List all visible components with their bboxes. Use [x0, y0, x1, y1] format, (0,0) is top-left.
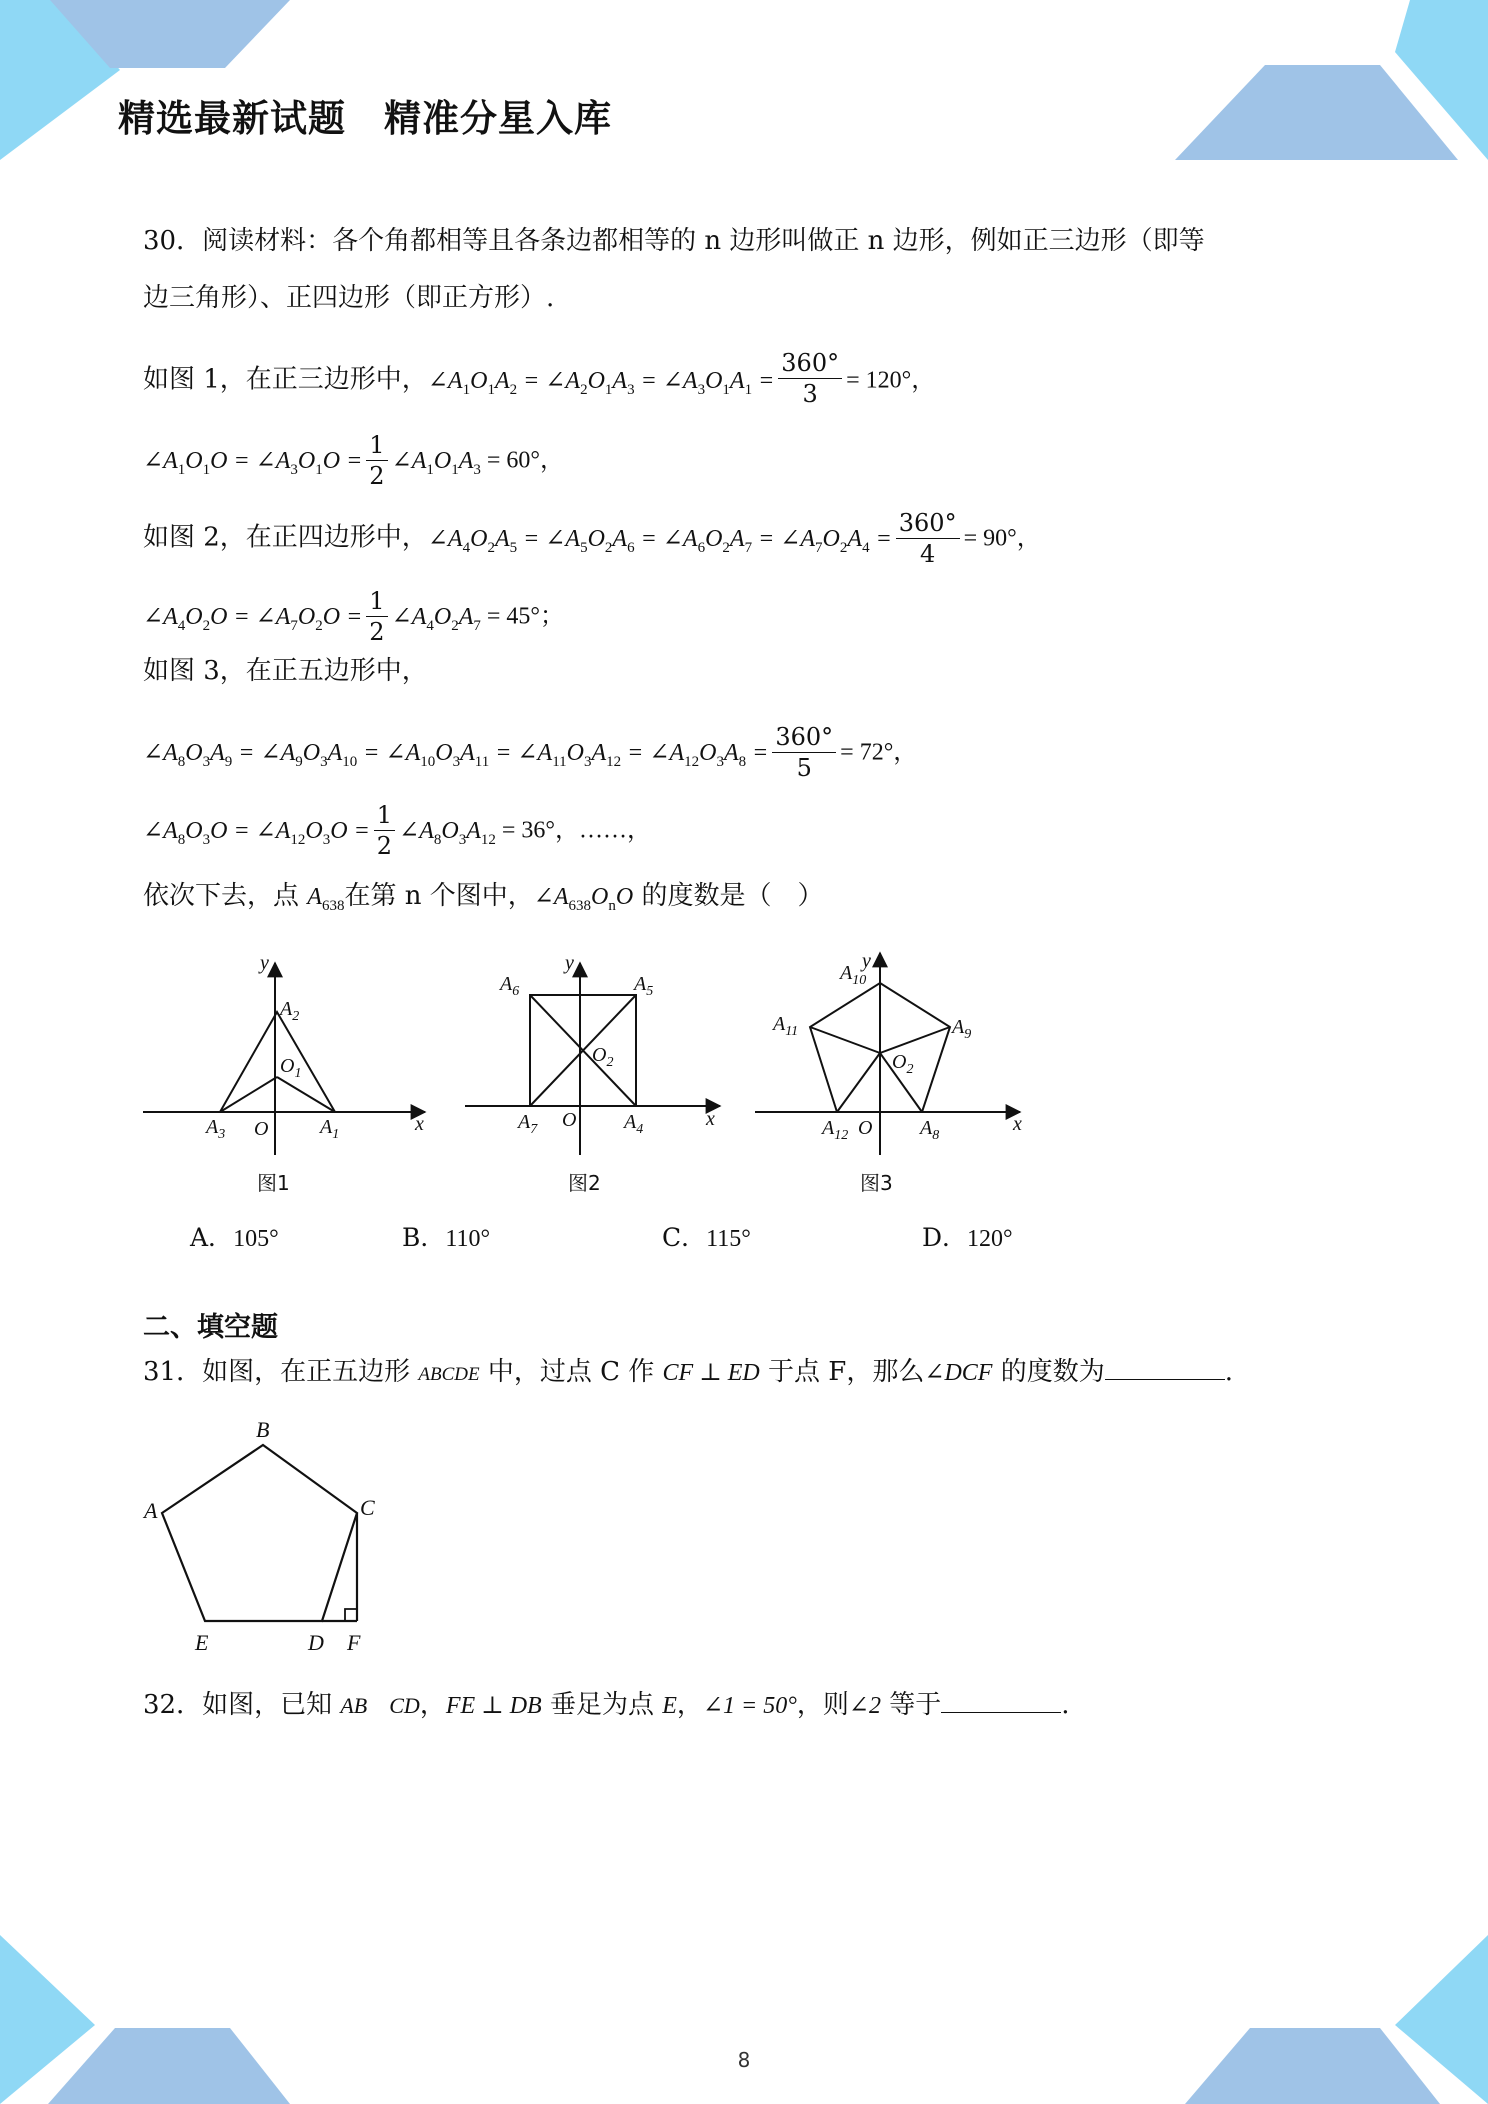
option-d[interactable]: D．120° — [922, 1223, 1013, 1252]
fig1-lead: 如图 1，在正三边形中， — [143, 364, 428, 395]
fig2-lead: 如图 2，在正四边形中， — [143, 522, 428, 553]
page-number: 8 — [737, 2048, 751, 2072]
svg-text:O: O — [562, 1109, 577, 1131]
svg-text:F: F — [347, 1630, 361, 1655]
result-72: = 72°， — [840, 739, 918, 766]
answer-blank[interactable] — [941, 1688, 1061, 1713]
q30-intro-line1: 30．阅读材料：各个角都相等且各条边都相等的 n 边形叫做正 n 边形，例如正三边形（即等 — [143, 226, 1205, 256]
svg-text:A10: $A_{10}$ — [840, 962, 867, 988]
fraction-numerator: 360° — [778, 348, 842, 379]
svg-text:y: y — [862, 950, 871, 972]
fig2-caption: 图2 — [568, 1171, 601, 1195]
q30-figures — [140, 945, 1040, 1205]
q30-intro-line2: 边三角形）、正四边形（即正方形）. — [143, 283, 555, 313]
q30-fig1-half-formula: $\angle A_1O_1O$ = $\angle A_3O_1O$ = $\frac{1}{2}$ $\angle A_1O_1A_3 = 60^\circ$， — [143, 431, 565, 490]
deco-trapezoid-right — [1175, 65, 1458, 160]
svg-text:A11: $A_{11}$ — [773, 1013, 799, 1039]
svg-text:A3: $A_3$ — [206, 1116, 226, 1142]
q31-text: 31．如图，在正五边形 ABCDE 中，过点 C 作 CF ⊥ ED 于点 F，那么∠DCF 的度数为 . — [143, 1357, 1233, 1387]
svg-text:A7: $A_7$ — [518, 1111, 538, 1137]
half-denominator: 2 — [376, 832, 393, 860]
svg-text:O: O — [254, 1118, 269, 1140]
q30-question: 依次下去，点 $A_{638}$在第 n 个图中，$\angle A_{638}O_nO$ 的度数是（ ） — [143, 881, 824, 914]
svg-text:x: x — [1013, 1113, 1022, 1135]
q30-fig3-formula: $\angle A_8O_3A_9$ = $\angle A_9O_3A_{10}$ = $\angle A_{10}O_3A_{11}$ = $\angle A_{11}O_3A_{12}$ = $\angle A_{12}O_3A_8$ = $\frac{360^\circ}{5}$ = 72°， — [143, 723, 918, 782]
q30-fig2-formula: 如图 2，在正四边形中，$\angle A_4O_2A_5$ = $\angle A_5O_2A_6$ = $\angle A_6O_2A_7$ = $\angle A_7O_2A_4$ = $\frac{360^\circ}{4}$ = 90°， — [143, 509, 1041, 568]
result-120: = 120°， — [846, 367, 936, 394]
q32-text: 32．如图，已知 AB CD，FE ⊥ DB 垂足为点 E，∠1 = 50°，则∠2 等于 . — [143, 1690, 1070, 1720]
q30-fig2-half-formula: $\angle A_4O_2O$ = $\angle A_7O_2O$ = $\frac{1}{2}$ $\angle A_4O_2A_7 = 45^\circ$； — [143, 587, 565, 646]
q30-fig3-half-formula: $\angle A_8O_3O$ = $\angle A_{12}O_3O$ = $\frac{1}{2}$ $\angle A_8O_3A_{12} = 36^\circ$，……， — [143, 801, 652, 860]
svg-text:y: y — [565, 952, 574, 974]
svg-text:A12: $A_{12}$ — [822, 1117, 849, 1143]
result-45: = 45°； — [486, 603, 565, 630]
half-denominator: 2 — [369, 462, 385, 490]
svg-text:B: B — [256, 1417, 270, 1442]
svg-text:O2: $O_2$ — [592, 1044, 614, 1070]
option-a[interactable]: A．105° — [190, 1223, 279, 1252]
svg-text:O2: $O_2$ — [892, 1051, 914, 1077]
result-90: = 90°， — [963, 525, 1041, 552]
q31-pentagon-figure — [140, 1415, 420, 1660]
svg-text:E: E — [195, 1630, 209, 1655]
option-b[interactable]: B．110° — [402, 1223, 491, 1252]
option-c[interactable]: C．115° — [662, 1223, 751, 1252]
half-denominator: 2 — [369, 618, 385, 646]
fraction-numerator: 360° — [772, 722, 836, 753]
svg-text:A2: $A_2$ — [280, 998, 300, 1024]
svg-text:A5: $A_5$ — [634, 973, 654, 999]
header-title: 精选最新试题 精准分星入库 — [118, 97, 612, 140]
svg-text:O1: $O_1$ — [280, 1055, 302, 1081]
svg-text:A6: $A_6$ — [500, 973, 520, 999]
svg-text:A: A — [144, 1498, 158, 1523]
svg-text:A9: $A_9$ — [952, 1016, 972, 1042]
half-numerator: 1 — [366, 586, 387, 617]
svg-text:x: x — [706, 1108, 715, 1130]
result-60: = 60°， — [486, 447, 565, 474]
header-decoration — [0, 0, 1488, 170]
svg-text:D: D — [308, 1630, 324, 1655]
q30-fig3-lead: 如图 3，在正五边形中， — [143, 656, 428, 686]
svg-text:A1: $A_1$ — [320, 1116, 340, 1142]
svg-text:x: x — [415, 1113, 424, 1135]
answer-blank[interactable] — [1105, 1355, 1225, 1380]
q30-fig1-formula: 如图 1，在正三边形中，$\angle A_1O_1A_2$ = $\angle A_2O_1A_3$ = $\angle A_3O_1A_1$ = $\frac{360^\circ}{3}$ = 120°， — [143, 349, 936, 408]
fraction-denominator: 3 — [802, 380, 818, 408]
half-numerator: 1 — [366, 430, 387, 461]
svg-text:O: O — [858, 1117, 873, 1139]
fraction-numerator: 360° — [896, 508, 960, 539]
section-title: 二、填空题 — [143, 1312, 278, 1343]
fraction-denominator: 4 — [920, 540, 936, 568]
fig3-caption: 图3 — [860, 1171, 893, 1195]
svg-text:A8: $A_8$ — [920, 1117, 940, 1143]
svg-text:y: y — [260, 952, 269, 974]
svg-text:C: C — [360, 1495, 375, 1520]
result-36: = 36°，……， — [501, 817, 652, 844]
figure-3 — [755, 953, 1020, 1155]
fig1-caption: 图1 — [257, 1171, 290, 1195]
svg-text:A4: $A_4$ — [624, 1111, 644, 1137]
fraction-denominator: 5 — [796, 754, 812, 782]
half-numerator: 1 — [374, 800, 395, 831]
footer-decoration — [0, 1930, 1488, 2104]
